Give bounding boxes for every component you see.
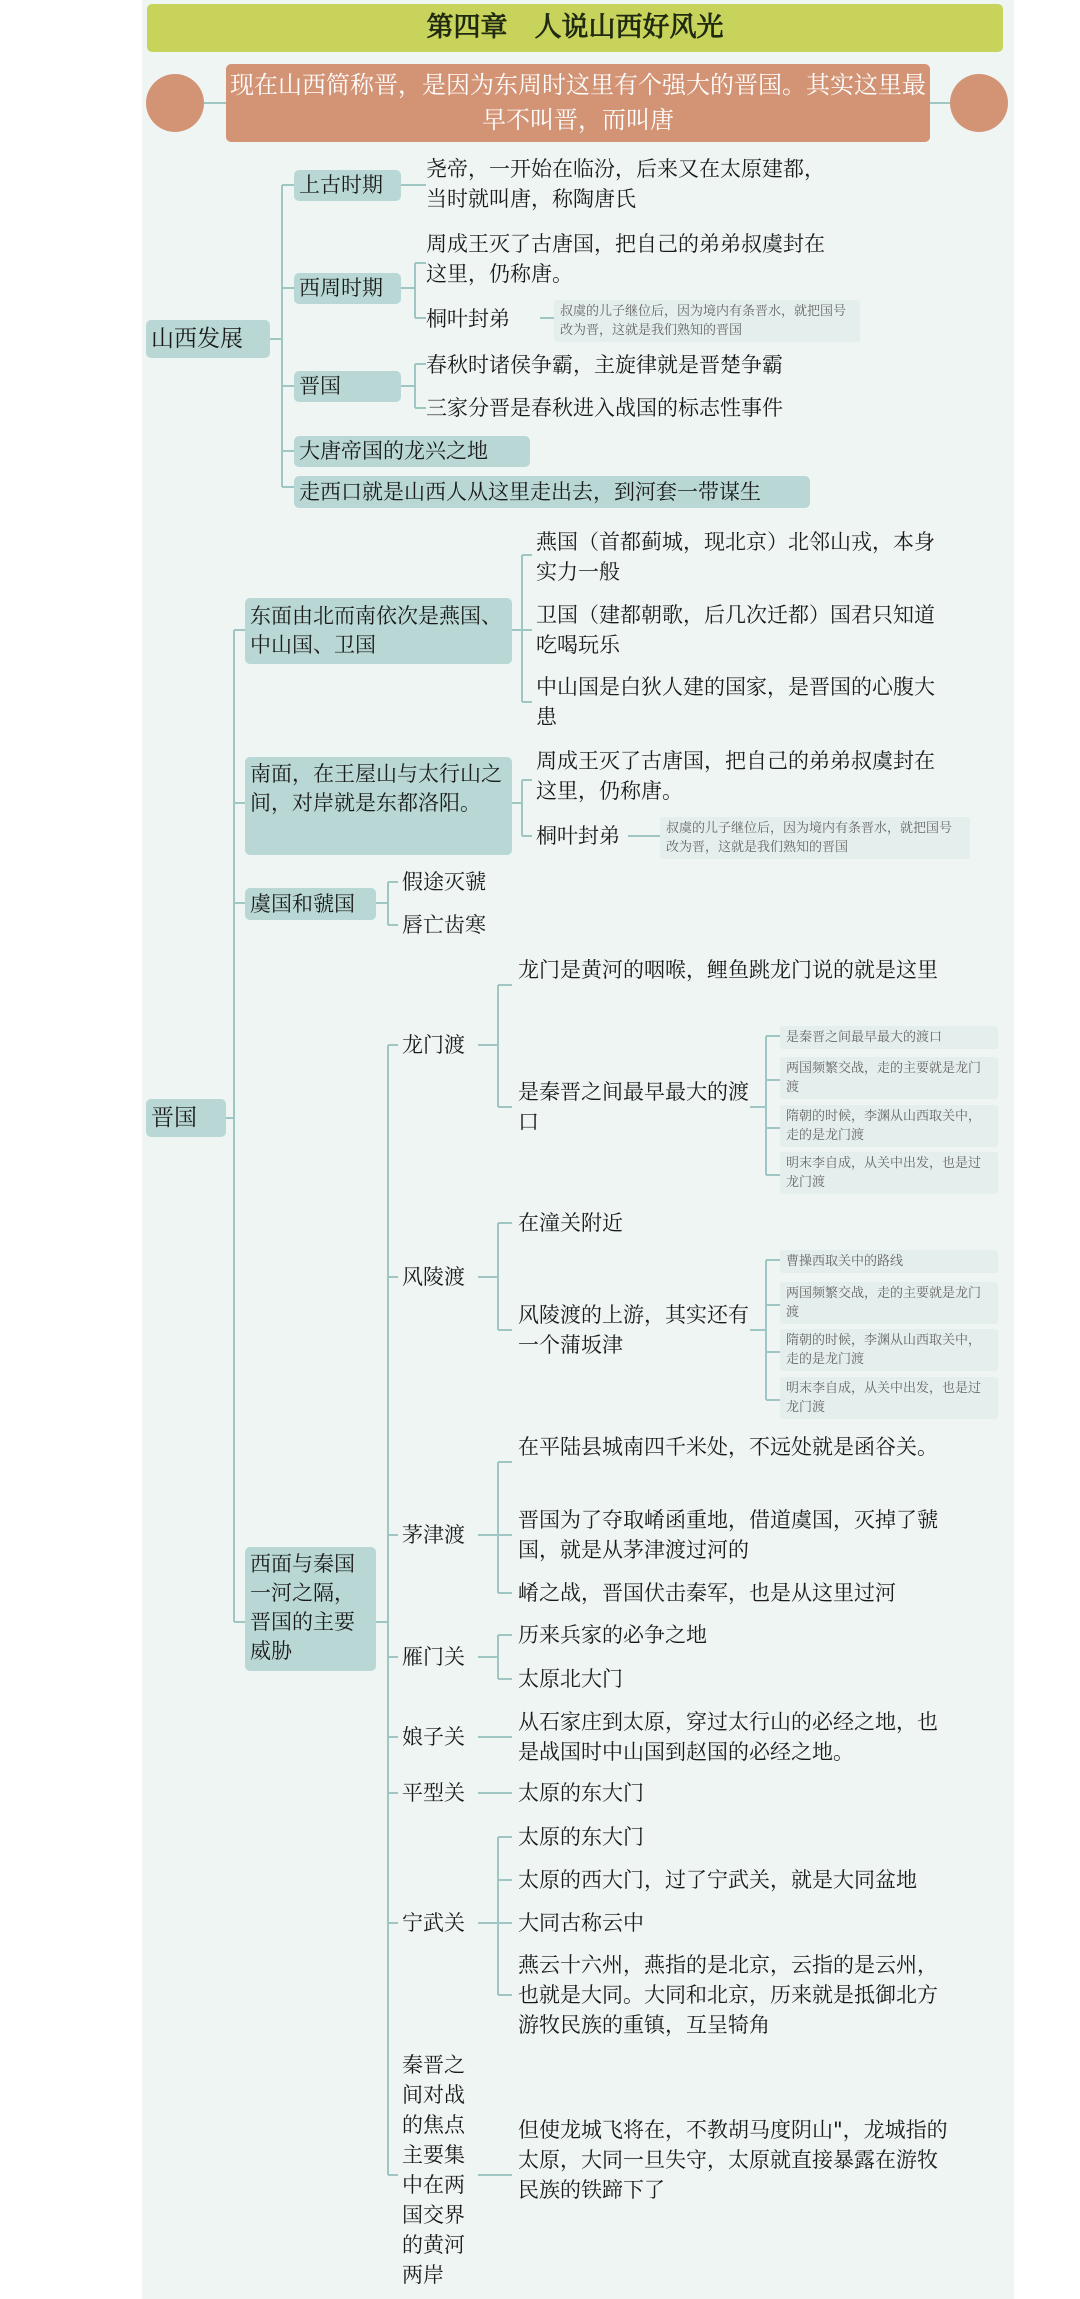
note-fengling-2: 两国频繁交战，走的主要就是龙门渡 [780, 1282, 998, 1324]
text-longmen-1: 龙门是黄河的咽喉，鲤鱼跳龙门说的就是这里 [518, 958, 938, 982]
note-longmen-4: 明末李自成，从关中出发，也是过龙门渡 [780, 1152, 998, 1194]
node-ningwu: 宁武关 [402, 1911, 465, 1935]
left-decor-circle [146, 74, 204, 132]
text-south-1: 周成王灭了古唐国，把自己的弟弟叔虞封在这里，仍称唐。 [536, 749, 935, 803]
note-fengling-1: 曹操西取关中的路线 [780, 1250, 998, 1273]
text-east-3: 中山国是白狄人建的国家，是晋国的心腹大患 [536, 675, 935, 729]
right-decor-circle [950, 74, 1008, 132]
text-south-2: 桐叶封弟 [536, 824, 620, 848]
text-maojin-1: 在平陆县城南四千米处，不远处就是函谷关。 [518, 1435, 938, 1459]
text-yanmen-1: 历来兵家的必争之地 [518, 1623, 707, 1647]
node-qinjin: 秦晋之间对战的焦点主要集中在两国交界的黄河两岸 [402, 2053, 465, 2287]
node-fengling: 风陵渡 [402, 1265, 465, 1289]
text-maojin-3: 崤之战，晋国伏击秦军，也是从这里过河 [518, 1581, 896, 1605]
node-south: 南面，在王屋山与太行山之间，对岸就是东都洛阳。 [245, 757, 512, 855]
text-fengling-1: 在潼关附近 [518, 1211, 623, 1235]
text-fengling-2: 风陵渡的上游，其实还有一个蒲坂津 [518, 1303, 749, 1357]
text-yanmen-2: 太原北大门 [518, 1667, 623, 1691]
text-xizhou-1: 周成王灭了古唐国，把自己的弟弟叔虞封在这里，仍称唐。 [426, 232, 825, 286]
note-longmen-2: 两国频繁交战，走的主要就是龙门渡 [780, 1057, 998, 1099]
text-ningwu-1: 太原的东大门 [518, 1825, 644, 1849]
text-qinjin-1: 但使龙城飞将在，不教胡马度阴山"，龙城指的太原，大同一旦失守，太原就直接暴露在游牧民族的铁蹄下了 [518, 2118, 948, 2202]
text-maojin-2: 晋国为了夺取崤函重地，借道虞国，灭掉了虢国，就是从茅津渡过河的 [518, 1508, 938, 1562]
text-longmen-2: 是秦晋之间最早最大的渡口 [518, 1080, 749, 1134]
node-shanggu: 上古时期 [294, 170, 401, 201]
node-east: 东面由北而南依次是燕国、中山国、卫国 [245, 598, 512, 664]
text-yuguo-2: 唇亡齿寒 [402, 913, 486, 937]
node-zouxikou: 走西口就是山西人从这里走出去，到河套一带谋生 [294, 476, 810, 508]
text-ningwu-3: 大同古称云中 [518, 1911, 644, 1935]
node-yuguo: 虞国和虢国 [245, 888, 376, 920]
node-niangzi: 娘子关 [402, 1725, 465, 1749]
node-pingxing: 平型关 [402, 1781, 465, 1805]
note-south: 叔虞的儿子继位后，因为境内有条晋水，就把国号改为晋，这就是我们熟知的晋国 [660, 817, 970, 859]
text-pingxing-1: 太原的东大门 [518, 1781, 644, 1805]
text-shanggu: 尧帝，一开始在临汾，后来又在太原建都，当时就叫唐，称陶唐氏 [426, 157, 825, 211]
text-east-2: 卫国（建都朝歌，后几次迁都）国君只知道吃喝玩乐 [536, 603, 935, 657]
text-jinguo-2: 三家分晋是春秋进入战国的标志性事件 [426, 396, 783, 420]
node-maojin: 茅津渡 [402, 1523, 465, 1547]
text-niangzi-1: 从石家庄到太原，穿过太行山的必经之地，也是战国时中山国到赵国的必经之地。 [518, 1710, 938, 1764]
chapter-subtitle: 现在山西简称晋，是因为东周时这里有个强大的晋国。其实这里最早不叫晋，而叫唐 [226, 64, 930, 142]
text-ningwu-2: 太原的西大门，过了宁武关，就是大同盆地 [518, 1868, 917, 1892]
node-jin-state: 晋国 [146, 1099, 226, 1137]
chapter-title: 第四章 人说山西好风光 [147, 4, 1003, 52]
text-jinguo-1: 春秋时诸侯争霸，主旋律就是晋楚争霸 [426, 353, 783, 377]
node-yanmen: 雁门关 [402, 1645, 465, 1669]
text-yuguo-1: 假途灭虢 [402, 870, 486, 894]
node-xizhou: 西周时期 [294, 273, 401, 304]
node-datang: 大唐帝国的龙兴之地 [294, 436, 530, 467]
note-longmen-1: 是秦晋之间最早最大的渡口 [780, 1026, 998, 1049]
note-longmen-3: 隋朝的时候，李渊从山西取关中，走的是龙门渡 [780, 1105, 998, 1147]
note-fengling-3: 隋朝的时候，李渊从山西取关中，走的是龙门渡 [780, 1329, 998, 1371]
text-ningwu-4: 燕云十六州，燕指的是北京，云指的是云州，也就是大同。大同和北京，历来就是抵御北方游牧民族的重镇，互呈犄角 [518, 1953, 938, 2037]
node-jinguo: 晋国 [294, 371, 401, 402]
text-xizhou-2: 桐叶封弟 [426, 307, 510, 331]
note-xizhou: 叔虞的儿子继位后，因为境内有条晋水，就把国号改为晋，这就是我们熟知的晋国 [554, 300, 860, 342]
note-fengling-4: 明末李自成，从关中出发，也是过龙门渡 [780, 1377, 998, 1419]
text-east-1: 燕国（首都蓟城，现北京）北邻山戎，本身实力一般 [536, 530, 935, 584]
node-shanxi-development: 山西发展 [146, 320, 270, 358]
node-west: 西面与秦国一河之隔，晋国的主要威胁 [245, 1547, 376, 1671]
node-longmen: 龙门渡 [402, 1033, 465, 1057]
